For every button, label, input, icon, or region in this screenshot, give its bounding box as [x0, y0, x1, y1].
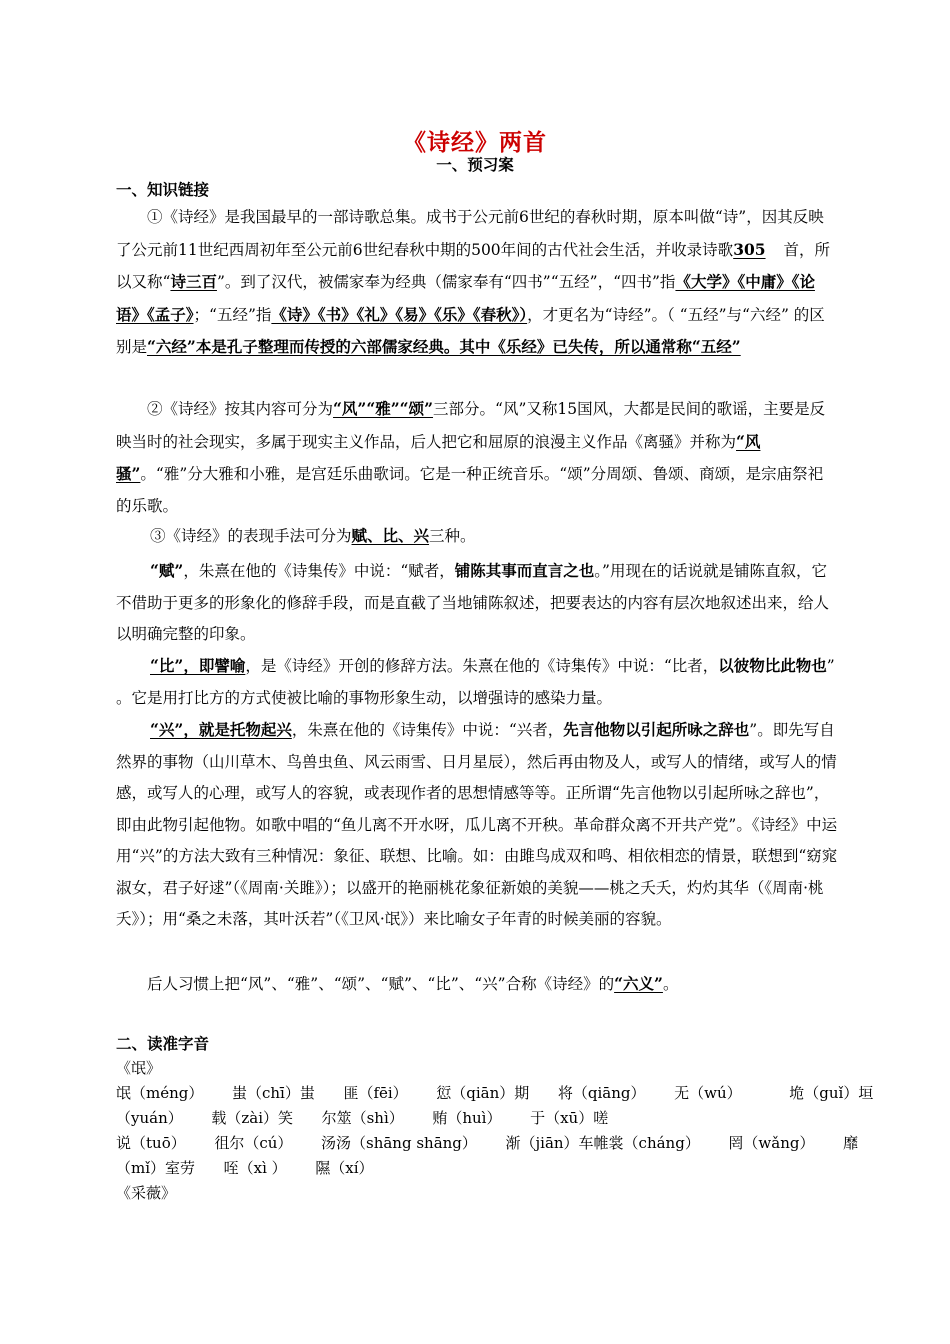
answer-fu-bi-xing: 赋、比、兴 — [351, 526, 430, 545]
answer-wujing: 《诗》《书》《礼》《易》《乐》《春秋》） — [271, 304, 528, 324]
term-fu: “赋” — [150, 561, 184, 580]
answer-shisanbai: 诗三百 — [170, 272, 217, 291]
paragraph-3: ③《诗经》的表现手法可分为赋、比、兴三种。 — [150, 526, 476, 545]
heading-pronunciation: 二、读准字音 — [116, 1034, 210, 1053]
answer-fengsao: “风骚” — [116, 431, 761, 483]
answer-liuyi: “六义” — [614, 974, 663, 993]
paragraph-7-liuyi: 后人习惯上把“风”、“雅”、“颂”、“赋”、“比”、“兴”合称《诗经》的“六义”。 — [147, 974, 679, 993]
paragraph-6-xing: “兴”，就是托物起兴，朱熹在他的《诗集传》中说：“兴者，先言他物以引起所咏之辞也”。即先写自然界的事物（山川草木、鸟兽虫鱼、风云雨雪、日月星辰），然后再由物及人，或写人的情绪，或写人的情感，或写人的心理，或写人的容貌，或表现作者的思想情感等等。正所谓“先言他物以引起所咏之辞也”，即由此物引起他物。如歌中唱的“鱼儿离不开水呀，瓜儿离不开秧。革命群众离不开共产党”。《诗经》中运用“兴”的方法大致有三种情况：象征、联想、比喻。如：由雎鸟成双和鸣、相依相恋的情景，联想到“窈窕淑女，君子好逑”（《周南·关雎》）；以盛开的艳丽桃花象征新娘的美貌——桃之夭夭，灼灼其华（《周南·桃夭》）；用“桑之未落，其叶沃若”（《卫风·氓》）来比喻女子年青的时候美丽的容貌。 — [116, 720, 838, 928]
definition-bi: 以彼物比此物也 — [718, 656, 827, 675]
answer-wujing-liujing-difference: “六经”本是孔子整理而传授的六部儒家经典。其中《乐经》已失传，所以通常称“五经” — [147, 337, 741, 356]
definition-fu: 铺陈其事而直言之也 — [454, 561, 595, 580]
paragraph-1: ①《诗经》是我国最早的一部诗歌总集。成书于公元前6世纪的春秋时期，原本叫做“诗”，因其反映了公元前11世纪西周初年至公元前6世纪春秋中期的500年间的古代社会生活，并收录诗歌305 首，所以又称“诗三百”。到了汉代，被儒家奉为经典（儒家奉有“四书”“五经”，“四书”指《大学》《中庸》《论语》《孟子》；“五经”指《诗》《书》《礼》《易》《乐》《春秋》），才更名为“诗经”。（ “五经”与“六经” 的区别是“六经”本是孔子整理而传授的六部儒家经典。其中《乐经》已失传，所以通常称“五经” — [116, 208, 831, 356]
answer-sishu: 《大学》《中庸》《论语》《孟子》 — [116, 272, 815, 324]
paragraph-5-bi: “比”，即譬喻，是《诗经》开创的修辞方法。朱熹在他的《诗集传》中说：“比者，以彼物比此物也” 。它是用打比方的方式使被比喻的事物形象生动，以增强诗的感染力量。 — [116, 656, 835, 707]
term-bi: “比”，即譬喻 — [150, 656, 246, 675]
pronunciation-line: （mǐ）室劳 咥（xì ） 隰（xí） — [116, 1159, 374, 1177]
paragraph-4-fu: “赋”，朱熹在他的《诗集传》中说：“赋者，铺陈其事而直言之也。”用现在的话说就是铺陈直叙，它不借助于更多的形象化的修辞手段，而是直截了当地铺陈叙述，把要表达的内容有层次地叙述出来，给人以明确完整的印象。 — [116, 561, 830, 643]
paragraph-2: ②《诗经》按其内容可分为“风”“雅”“颂”三部分。“风”又称15国风，大都是民间的歌谣，主要是反映当时的社会现实，多属于现实主义作品，后人把它和屈原的浪漫主义作品《离骚》并称为“风骚”。“雅”分大雅和小雅，是宫廷乐曲歌词。它是一种正统音乐。“颂”分周颂、鲁颂、商颂，是宗庙祭祀的乐歌。 — [116, 399, 826, 515]
pronunciation-line: （yuán） 载（zài）笑 尔筮（shì） 贿（huì） 于（xū）嗟 — [116, 1109, 609, 1127]
pronunciation-line: 说（tuō） 徂尔（cú） 汤汤（shāng shāng） 渐（jiān）车帷裳（cháng） 罔（wǎng） 靡 — [116, 1134, 859, 1152]
page-title: 《诗经》两首 — [403, 129, 547, 156]
answer-305: 305 — [733, 239, 766, 259]
heading-knowledge-link: 一、知识链接 — [116, 180, 210, 199]
poem-title-caiwei: 《采薇》 — [116, 1184, 177, 1202]
definition-xing: 先言他物以引起所咏之辞也 — [563, 720, 750, 739]
poem-title-meng: 《氓》 — [116, 1059, 162, 1077]
term-xing: “兴”，就是托物起兴 — [150, 720, 292, 739]
answer-feng-ya-song: “风”“雅”“颂” — [333, 399, 434, 418]
pronunciation-line: 氓（méng） 蚩（chī）蚩 匪（fēi） 愆（qiān）期 将（qiāng） 无（wú） 垝（guǐ）垣 — [116, 1084, 874, 1102]
section-subtitle: 一、预习案 — [436, 155, 514, 174]
